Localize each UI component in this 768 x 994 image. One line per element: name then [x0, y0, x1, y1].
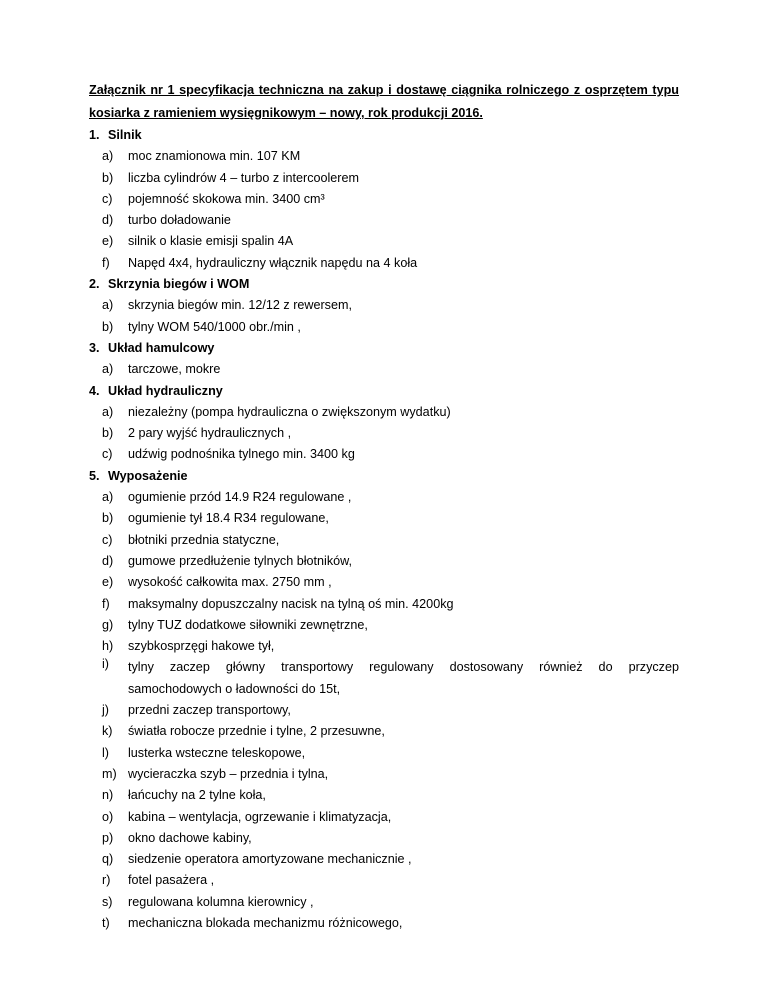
item-text-line: tylny zaczep główny transportowy regulowany dostosowany również do przyczep: [128, 660, 679, 675]
list-item: [89, 807, 679, 828]
list-item: [89, 423, 679, 444]
list-item: [89, 572, 679, 593]
list-item: [89, 146, 679, 167]
item-letter: d): [102, 553, 114, 568]
item-letter: p): [102, 830, 114, 845]
item-text: [128, 657, 679, 700]
specification-list: [89, 125, 679, 934]
item-text: pojemność skokowa min. 3400 cm³: [128, 191, 325, 206]
list-item: [89, 508, 679, 529]
item-letter: s): [102, 894, 113, 909]
item-text: ogumienie przód 14.9 R24 regulowane ,: [128, 490, 352, 505]
item-letter: g): [102, 617, 114, 632]
list-item: [89, 785, 679, 806]
list-item: [89, 359, 679, 380]
list-item: [89, 487, 679, 508]
list-item: [89, 317, 679, 338]
item-letter: a): [102, 149, 114, 164]
item-text: maksymalny dopuszczalny nacisk na tylną oś min. 4200kg: [128, 596, 454, 611]
item-text: siedzenie operatora amortyzowane mechanicznie ,: [128, 852, 412, 867]
item-text: światła robocze przednie i tylne, 2 przesuwne,: [128, 724, 385, 739]
item-letter: b): [102, 319, 114, 334]
item-letter: k): [102, 724, 113, 739]
list-item: [89, 231, 679, 252]
section-number: 5.: [89, 468, 100, 483]
list-item: [89, 870, 679, 891]
section-title: Silnik: [108, 128, 142, 142]
list-item: [89, 189, 679, 210]
item-text: okno dachowe kabiny,: [128, 830, 252, 845]
list-item: [89, 764, 679, 785]
list-item: [89, 594, 679, 615]
section-heading: [89, 466, 679, 487]
item-letter: n): [102, 788, 114, 803]
item-letter: h): [102, 639, 114, 654]
item-letter: f): [102, 596, 110, 611]
section-heading: [89, 381, 679, 402]
item-text: kabina – wentylacja, ogrzewanie i klimatyzacja,: [128, 809, 392, 824]
list-item: [89, 168, 679, 189]
item-letter: b): [102, 170, 114, 185]
item-text: udźwig podnośnika tylnego min. 3400 kg: [128, 447, 355, 462]
item-text: łańcuchy na 2 tylne koła,: [128, 788, 266, 803]
item-text: regulowana kolumna kierownicy ,: [128, 894, 314, 909]
list-item: [89, 721, 679, 742]
document-title: Załącznik nr 1 specyfikacja techniczna na zakup i dostawę ciągnika rolniczego z osprzętem typu kosiarka z ramieniem wysięgnikowym – nowy, rok produkcji 2016.: [89, 83, 679, 120]
list-item: [89, 295, 679, 316]
item-letter: c): [102, 191, 113, 206]
item-letter: i): [102, 657, 109, 672]
item-letter: a): [102, 362, 114, 377]
list-item: [89, 444, 679, 465]
item-text: mechaniczna blokada mechanizmu różnicowego,: [128, 915, 403, 930]
list-item: [89, 657, 679, 700]
section-title: Skrzynia biegów i WOM: [108, 277, 250, 292]
item-text: moc znamionowa min. 107 KM: [128, 149, 301, 164]
section-title: Układ hydrauliczny: [108, 383, 223, 398]
list-item: [89, 828, 679, 849]
list-item: [89, 530, 679, 551]
list-item: [89, 253, 679, 274]
item-text: przedni zaczep transportowy,: [128, 703, 291, 718]
item-letter: a): [102, 404, 114, 419]
item-letter: c): [102, 532, 113, 547]
list-item: [89, 892, 679, 913]
item-letter: q): [102, 852, 114, 867]
list-item: [89, 636, 679, 657]
item-text: niezależny (pompa hydrauliczna o zwiększonym wydatku): [128, 404, 451, 419]
item-text: tylny TUZ dodatkowe siłowniki zewnętrzne,: [128, 617, 368, 632]
item-text: ogumienie tył 18.4 R34 regulowane,: [128, 511, 329, 526]
item-text: skrzynia biegów min. 12/12 z rewersem,: [128, 298, 352, 313]
list-item: [89, 913, 679, 934]
item-letter: d): [102, 213, 114, 228]
item-letter: a): [102, 298, 114, 313]
item-text: błotniki przednia statyczne,: [128, 532, 280, 547]
list-item: [89, 849, 679, 870]
item-letter: e): [102, 234, 114, 249]
section-heading: [89, 274, 679, 295]
item-text: gumowe przedłużenie tylnych błotników,: [128, 553, 353, 568]
item-letter: a): [102, 490, 114, 505]
item-letter: m): [102, 766, 117, 781]
list-item: [89, 210, 679, 231]
item-text: wysokość całkowita max. 2750 mm ,: [128, 575, 332, 590]
section-number: 3.: [89, 340, 100, 355]
section-number: 1.: [89, 128, 100, 142]
item-text: szybkosprzęgi hakowe tył,: [128, 639, 275, 654]
item-text: tylny WOM 540/1000 obr./min ,: [128, 319, 301, 334]
item-text: fotel pasażera ,: [128, 873, 215, 888]
item-letter: t): [102, 915, 110, 930]
list-item: [89, 700, 679, 721]
item-text: turbo doładowanie: [128, 213, 231, 228]
item-letter: b): [102, 511, 114, 526]
section-number: 4.: [89, 383, 100, 398]
list-item: [89, 402, 679, 423]
item-letter: f): [102, 255, 110, 270]
section-number: 2.: [89, 277, 100, 292]
item-letter: e): [102, 575, 114, 590]
item-letter: l): [102, 745, 109, 760]
list-item: [89, 743, 679, 764]
list-item: [89, 615, 679, 636]
list-item: [89, 551, 679, 572]
section-heading: [89, 338, 679, 359]
section-title: Układ hamulcowy: [108, 340, 215, 355]
section-title: Wyposażenie: [108, 468, 188, 483]
item-letter: j): [102, 703, 109, 718]
section-heading: [89, 125, 679, 146]
item-text: 2 pary wyjść hydraulicznych ,: [128, 426, 292, 441]
item-text: liczba cylindrów 4 – turbo z intercoolerem: [128, 170, 359, 185]
item-text: silnik o klasie emisji spalin 4A: [128, 234, 294, 249]
item-text-line: samochodowych o ładowności do 15t,: [128, 681, 341, 696]
item-letter: c): [102, 447, 113, 462]
item-text: Napęd 4x4, hydrauliczny włącznik napędu na 4 koła: [128, 255, 418, 270]
item-letter: b): [102, 426, 114, 441]
item-text: wycieraczka szyb – przednia i tylna,: [128, 766, 329, 781]
item-letter: o): [102, 809, 114, 824]
item-text: tarczowe, mokre: [128, 362, 221, 377]
item-letter: r): [102, 873, 111, 888]
item-text: lusterka wsteczne teleskopowe,: [128, 745, 306, 760]
